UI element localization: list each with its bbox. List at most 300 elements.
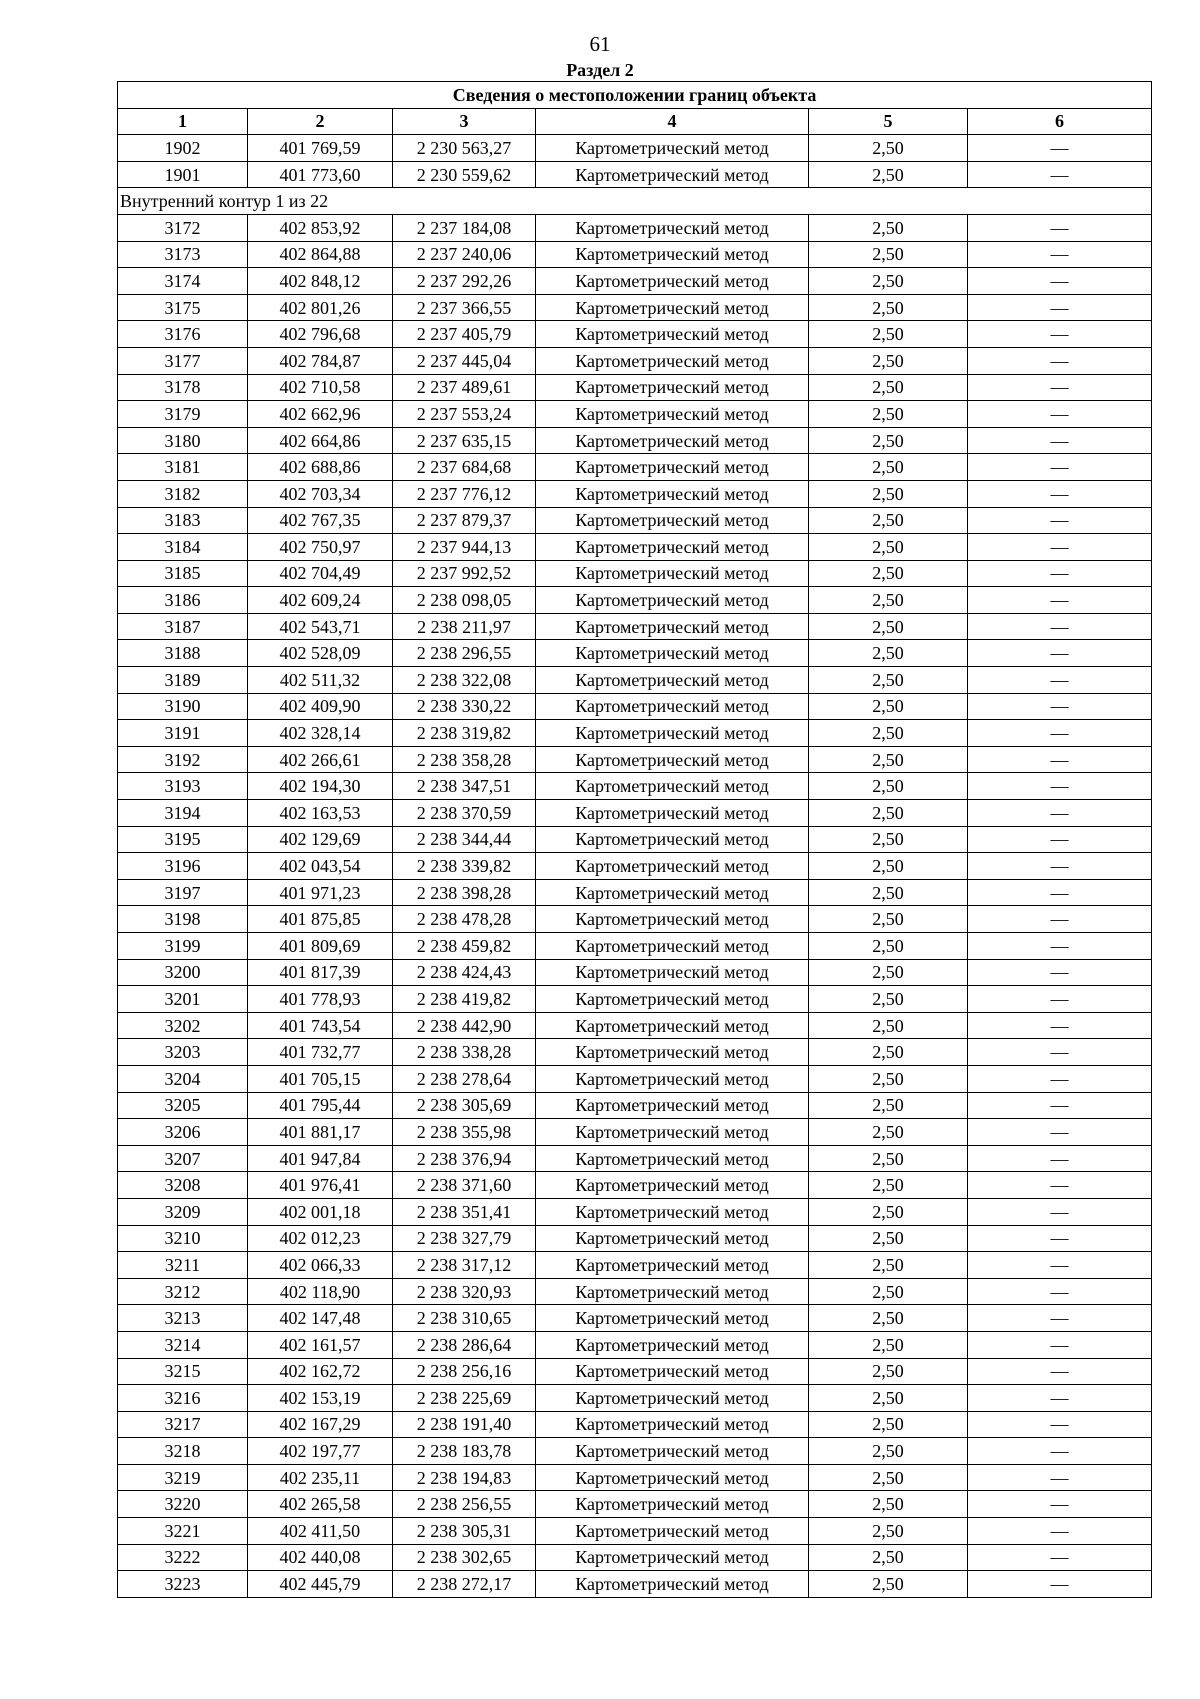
y-coordinate-cell: 2 237 879,37 (393, 507, 536, 534)
x-coordinate-cell: 401 881,17 (248, 1119, 393, 1146)
y-coordinate-cell: 2 238 296,55 (393, 640, 536, 667)
table-row (118, 1172, 1152, 1199)
description-cell: — (968, 214, 1152, 241)
point-number-cell: 3212 (118, 1278, 248, 1305)
method-cell: Картометрический метод (536, 454, 809, 481)
x-coordinate-cell: 402 848,12 (248, 268, 393, 295)
table-row (118, 480, 1152, 507)
accuracy-cell: 2,50 (809, 347, 968, 374)
description-cell: — (968, 1571, 1152, 1598)
y-coordinate-cell: 2 238 317,12 (393, 1252, 536, 1279)
table-row (118, 879, 1152, 906)
table-row (118, 906, 1152, 933)
x-coordinate-cell: 402 161,57 (248, 1331, 393, 1358)
accuracy-cell: 2,50 (809, 986, 968, 1013)
method-cell: Картометрический метод (536, 321, 809, 348)
x-coordinate-cell: 402 409,90 (248, 693, 393, 720)
point-number-cell: 3183 (118, 507, 248, 534)
y-coordinate-cell: 2 237 992,52 (393, 560, 536, 587)
point-number-cell: 3216 (118, 1385, 248, 1412)
description-cell: — (968, 560, 1152, 587)
x-coordinate-cell: 402 543,71 (248, 613, 393, 640)
point-number-cell: 3210 (118, 1225, 248, 1252)
x-coordinate-cell: 401 769,59 (248, 135, 393, 162)
point-number-cell: 3204 (118, 1065, 248, 1092)
method-cell: Картометрический метод (536, 1464, 809, 1491)
column-header: 5 (809, 108, 968, 135)
method-cell: Картометрический метод (536, 1331, 809, 1358)
point-number-cell: 3222 (118, 1544, 248, 1571)
table-row (118, 826, 1152, 853)
method-cell: Картометрический метод (536, 906, 809, 933)
description-cell: — (968, 1331, 1152, 1358)
accuracy-cell: 2,50 (809, 587, 968, 614)
description-cell: — (968, 480, 1152, 507)
x-coordinate-cell: 402 609,24 (248, 587, 393, 614)
column-header: 3 (393, 108, 536, 135)
x-coordinate-cell: 402 801,26 (248, 294, 393, 321)
method-cell: Картометрический метод (536, 1518, 809, 1545)
x-coordinate-cell: 402 750,97 (248, 534, 393, 561)
x-coordinate-cell: 402 167,29 (248, 1411, 393, 1438)
method-cell: Картометрический метод (536, 347, 809, 374)
y-coordinate-cell: 2 238 376,94 (393, 1145, 536, 1172)
description-cell: — (968, 268, 1152, 295)
description-cell: — (968, 347, 1152, 374)
y-coordinate-cell: 2 238 302,65 (393, 1544, 536, 1571)
method-cell: Картометрический метод (536, 1172, 809, 1199)
table-row (118, 1119, 1152, 1146)
point-number-cell: 3196 (118, 853, 248, 880)
accuracy-cell: 2,50 (809, 560, 968, 587)
method-cell: Картометрический метод (536, 161, 809, 188)
description-cell: — (968, 959, 1152, 986)
point-number-cell: 3206 (118, 1119, 248, 1146)
point-number-cell: 3192 (118, 746, 248, 773)
method-cell: Картометрический метод (536, 773, 809, 800)
table-row (118, 1464, 1152, 1491)
x-coordinate-cell: 402 440,08 (248, 1544, 393, 1571)
accuracy-cell: 2,50 (809, 826, 968, 853)
method-cell: Картометрический метод (536, 1225, 809, 1252)
method-cell: Картометрический метод (536, 268, 809, 295)
method-cell: Картометрический метод (536, 480, 809, 507)
x-coordinate-cell: 401 875,85 (248, 906, 393, 933)
y-coordinate-cell: 2 238 272,17 (393, 1571, 536, 1598)
description-cell: — (968, 1464, 1152, 1491)
accuracy-cell: 2,50 (809, 374, 968, 401)
y-coordinate-cell: 2 237 489,61 (393, 374, 536, 401)
x-coordinate-cell: 402 688,86 (248, 454, 393, 481)
x-coordinate-cell: 402 266,61 (248, 746, 393, 773)
x-coordinate-cell: 402 043,54 (248, 853, 393, 880)
x-coordinate-cell: 402 197,77 (248, 1438, 393, 1465)
x-coordinate-cell: 402 194,30 (248, 773, 393, 800)
accuracy-cell: 2,50 (809, 640, 968, 667)
method-cell: Картометрический метод (536, 1092, 809, 1119)
table-row (118, 1252, 1152, 1279)
x-coordinate-cell: 402 163,53 (248, 800, 393, 827)
point-number-cell: 3217 (118, 1411, 248, 1438)
y-coordinate-cell: 2 238 286,64 (393, 1331, 536, 1358)
method-cell: Картометрический метод (536, 135, 809, 162)
x-coordinate-cell: 402 784,87 (248, 347, 393, 374)
table-row (118, 853, 1152, 880)
contour-label: Внутренний контур 1 из 22 (118, 188, 1152, 215)
description-cell: — (968, 241, 1152, 268)
description-cell: — (968, 1491, 1152, 1518)
point-number-cell: 3208 (118, 1172, 248, 1199)
x-coordinate-cell: 402 328,14 (248, 720, 393, 747)
y-coordinate-cell: 2 237 366,55 (393, 294, 536, 321)
description-cell: — (968, 1544, 1152, 1571)
x-coordinate-cell: 402 853,92 (248, 214, 393, 241)
accuracy-cell: 2,50 (809, 879, 968, 906)
x-coordinate-cell: 402 704,49 (248, 560, 393, 587)
point-number-cell: 1901 (118, 161, 248, 188)
accuracy-cell: 2,50 (809, 401, 968, 428)
description-cell: — (968, 1358, 1152, 1385)
accuracy-cell: 2,50 (809, 773, 968, 800)
method-cell: Картометрический метод (536, 560, 809, 587)
point-number-cell: 3176 (118, 321, 248, 348)
point-number-cell: 3188 (118, 640, 248, 667)
method-cell: Картометрический метод (536, 1012, 809, 1039)
method-cell: Картометрический метод (536, 587, 809, 614)
x-coordinate-cell: 402 767,35 (248, 507, 393, 534)
accuracy-cell: 2,50 (809, 534, 968, 561)
table-row (118, 1278, 1152, 1305)
column-header: 6 (968, 108, 1152, 135)
method-cell: Картометрический метод (536, 613, 809, 640)
accuracy-cell: 2,50 (809, 1278, 968, 1305)
method-cell: Картометрический метод (536, 1385, 809, 1412)
x-coordinate-cell: 401 732,77 (248, 1039, 393, 1066)
y-coordinate-cell: 2 238 370,59 (393, 800, 536, 827)
y-coordinate-cell: 2 238 225,69 (393, 1385, 536, 1412)
description-cell: — (968, 826, 1152, 853)
point-number-cell: 3177 (118, 347, 248, 374)
accuracy-cell: 2,50 (809, 1358, 968, 1385)
method-cell: Картометрический метод (536, 1358, 809, 1385)
description-cell: — (968, 906, 1152, 933)
x-coordinate-cell: 401 809,69 (248, 933, 393, 960)
accuracy-cell: 2,50 (809, 1039, 968, 1066)
table-row (118, 560, 1152, 587)
x-coordinate-cell: 401 705,15 (248, 1065, 393, 1092)
table-row (118, 347, 1152, 374)
table-body (118, 82, 1152, 1598)
table-row (118, 161, 1152, 188)
accuracy-cell: 2,50 (809, 480, 968, 507)
x-coordinate-cell: 402 511,32 (248, 667, 393, 694)
description-cell: — (968, 1518, 1152, 1545)
x-coordinate-cell: 402 162,72 (248, 1358, 393, 1385)
table-row (118, 1438, 1152, 1465)
method-cell: Картометрический метод (536, 879, 809, 906)
method-cell: Картометрический метод (536, 746, 809, 773)
method-cell: Картометрический метод (536, 1491, 809, 1518)
y-coordinate-cell: 2 238 351,41 (393, 1198, 536, 1225)
y-coordinate-cell: 2 237 776,12 (393, 480, 536, 507)
y-coordinate-cell: 2 238 278,64 (393, 1065, 536, 1092)
accuracy-cell: 2,50 (809, 1065, 968, 1092)
description-cell: — (968, 746, 1152, 773)
table-row (118, 1305, 1152, 1332)
boundary-coordinates-table (117, 81, 1152, 1598)
accuracy-cell: 2,50 (809, 933, 968, 960)
accuracy-cell: 2,50 (809, 720, 968, 747)
point-number-cell: 3207 (118, 1145, 248, 1172)
table-row (118, 1039, 1152, 1066)
description-cell: — (968, 613, 1152, 640)
description-cell: — (968, 587, 1152, 614)
table-row (118, 986, 1152, 1013)
accuracy-cell: 2,50 (809, 1012, 968, 1039)
point-number-cell: 3189 (118, 667, 248, 694)
point-number-cell: 3197 (118, 879, 248, 906)
accuracy-cell: 2,50 (809, 667, 968, 694)
method-cell: Картометрический метод (536, 667, 809, 694)
y-coordinate-cell: 2 238 256,16 (393, 1358, 536, 1385)
description-cell: — (968, 1198, 1152, 1225)
table-row (118, 1411, 1152, 1438)
table-caption-row (118, 82, 1152, 109)
y-coordinate-cell: 2 238 344,44 (393, 826, 536, 853)
table-row (118, 1491, 1152, 1518)
accuracy-cell: 2,50 (809, 454, 968, 481)
table-row (118, 959, 1152, 986)
x-coordinate-cell: 402 129,69 (248, 826, 393, 853)
accuracy-cell: 2,50 (809, 1518, 968, 1545)
accuracy-cell: 2,50 (809, 1438, 968, 1465)
x-coordinate-cell: 402 001,18 (248, 1198, 393, 1225)
accuracy-cell: 2,50 (809, 1544, 968, 1571)
description-cell: — (968, 294, 1152, 321)
method-cell: Картометрический метод (536, 1145, 809, 1172)
x-coordinate-cell: 402 864,88 (248, 241, 393, 268)
x-coordinate-cell: 401 971,23 (248, 879, 393, 906)
table-row (118, 667, 1152, 694)
description-cell: — (968, 1438, 1152, 1465)
table-row (118, 720, 1152, 747)
point-number-cell: 3214 (118, 1331, 248, 1358)
point-number-cell: 3178 (118, 374, 248, 401)
point-number-cell: 3173 (118, 241, 248, 268)
point-number-cell: 3215 (118, 1358, 248, 1385)
table-row (118, 773, 1152, 800)
accuracy-cell: 2,50 (809, 1145, 968, 1172)
y-coordinate-cell: 2 237 553,24 (393, 401, 536, 428)
accuracy-cell: 2,50 (809, 1464, 968, 1491)
x-coordinate-cell: 402 411,50 (248, 1518, 393, 1545)
point-number-cell: 3203 (118, 1039, 248, 1066)
y-coordinate-cell: 2 238 424,43 (393, 959, 536, 986)
table-row (118, 613, 1152, 640)
method-cell: Картометрический метод (536, 853, 809, 880)
method-cell: Картометрический метод (536, 534, 809, 561)
method-cell: Картометрический метод (536, 1438, 809, 1465)
section-title: Раздел 2 (566, 60, 634, 80)
y-coordinate-cell: 2 238 194,83 (393, 1464, 536, 1491)
method-cell: Картометрический метод (536, 1571, 809, 1598)
y-coordinate-cell: 2 238 319,82 (393, 720, 536, 747)
description-cell: — (968, 1039, 1152, 1066)
y-coordinate-cell: 2 238 320,93 (393, 1278, 536, 1305)
accuracy-cell: 2,50 (809, 1491, 968, 1518)
accuracy-cell: 2,50 (809, 959, 968, 986)
method-cell: Картометрический метод (536, 507, 809, 534)
table-row (118, 587, 1152, 614)
y-coordinate-cell: 2 238 339,82 (393, 853, 536, 880)
x-coordinate-cell: 402 662,96 (248, 401, 393, 428)
accuracy-cell: 2,50 (809, 135, 968, 162)
point-number-cell: 3202 (118, 1012, 248, 1039)
y-coordinate-cell: 2 237 944,13 (393, 534, 536, 561)
point-number-cell: 3180 (118, 427, 248, 454)
y-coordinate-cell: 2 238 398,28 (393, 879, 536, 906)
accuracy-cell: 2,50 (809, 1252, 968, 1279)
y-coordinate-cell: 2 238 358,28 (393, 746, 536, 773)
point-number-cell: 3172 (118, 214, 248, 241)
table-row (118, 534, 1152, 561)
accuracy-cell: 2,50 (809, 427, 968, 454)
y-coordinate-cell: 2 237 184,08 (393, 214, 536, 241)
description-cell: — (968, 534, 1152, 561)
y-coordinate-cell: 2 238 183,78 (393, 1438, 536, 1465)
point-number-cell: 3199 (118, 933, 248, 960)
table-row (118, 1198, 1152, 1225)
method-cell: Картометрический метод (536, 294, 809, 321)
x-coordinate-cell: 402 012,23 (248, 1225, 393, 1252)
accuracy-cell: 2,50 (809, 507, 968, 534)
description-cell: — (968, 135, 1152, 162)
x-coordinate-cell: 401 817,39 (248, 959, 393, 986)
description-cell: — (968, 720, 1152, 747)
y-coordinate-cell: 2 237 684,68 (393, 454, 536, 481)
y-coordinate-cell: 2 237 292,26 (393, 268, 536, 295)
table-row (118, 1385, 1152, 1412)
y-coordinate-cell: 2 238 305,69 (393, 1092, 536, 1119)
y-coordinate-cell: 2 238 371,60 (393, 1172, 536, 1199)
description-cell: — (968, 161, 1152, 188)
method-cell: Картометрический метод (536, 693, 809, 720)
y-coordinate-cell: 2 238 211,97 (393, 613, 536, 640)
accuracy-cell: 2,50 (809, 613, 968, 640)
point-number-cell: 3190 (118, 693, 248, 720)
point-number-cell: 3218 (118, 1438, 248, 1465)
accuracy-cell: 2,50 (809, 1305, 968, 1332)
table-row (118, 693, 1152, 720)
method-cell: Картометрический метод (536, 214, 809, 241)
x-coordinate-cell: 402 265,58 (248, 1491, 393, 1518)
point-number-cell: 1902 (118, 135, 248, 162)
accuracy-cell: 2,50 (809, 1385, 968, 1412)
x-coordinate-cell: 401 947,84 (248, 1145, 393, 1172)
point-number-cell: 3198 (118, 906, 248, 933)
table-row (118, 1358, 1152, 1385)
table-row (118, 135, 1152, 162)
description-cell: — (968, 507, 1152, 534)
x-coordinate-cell: 402 153,19 (248, 1385, 393, 1412)
y-coordinate-cell: 2 238 419,82 (393, 986, 536, 1013)
point-number-cell: 3175 (118, 294, 248, 321)
y-coordinate-cell: 2 238 355,98 (393, 1119, 536, 1146)
y-coordinate-cell: 2 238 330,22 (393, 693, 536, 720)
description-cell: — (968, 986, 1152, 1013)
accuracy-cell: 2,50 (809, 214, 968, 241)
point-number-cell: 3194 (118, 800, 248, 827)
table-row (118, 374, 1152, 401)
point-number-cell: 3191 (118, 720, 248, 747)
accuracy-cell: 2,50 (809, 746, 968, 773)
table-row (118, 507, 1152, 534)
description-cell: — (968, 1385, 1152, 1412)
y-coordinate-cell: 2 230 563,27 (393, 135, 536, 162)
method-cell: Картометрический метод (536, 800, 809, 827)
method-cell: Картометрический метод (536, 374, 809, 401)
table-row (118, 294, 1152, 321)
method-cell: Картометрический метод (536, 959, 809, 986)
table-row (118, 454, 1152, 481)
point-number-cell: 3205 (118, 1092, 248, 1119)
y-coordinate-cell: 2 237 405,79 (393, 321, 536, 348)
column-header: 2 (248, 108, 393, 135)
column-header: 1 (118, 108, 248, 135)
x-coordinate-cell: 402 664,86 (248, 427, 393, 454)
accuracy-cell: 2,50 (809, 321, 968, 348)
x-coordinate-cell: 401 743,54 (248, 1012, 393, 1039)
method-cell: Картометрический метод (536, 720, 809, 747)
table-row (118, 427, 1152, 454)
point-number-cell: 3219 (118, 1464, 248, 1491)
point-number-cell: 3211 (118, 1252, 248, 1279)
table-row (118, 933, 1152, 960)
table-row (118, 746, 1152, 773)
accuracy-cell: 2,50 (809, 268, 968, 295)
y-coordinate-cell: 2 238 098,05 (393, 587, 536, 614)
point-number-cell: 3187 (118, 613, 248, 640)
accuracy-cell: 2,50 (809, 1092, 968, 1119)
method-cell: Картометрический метод (536, 427, 809, 454)
method-cell: Картометрический метод (536, 401, 809, 428)
table-row (118, 800, 1152, 827)
y-coordinate-cell: 2 238 310,65 (393, 1305, 536, 1332)
y-coordinate-cell: 2 238 256,55 (393, 1491, 536, 1518)
table-row (118, 1092, 1152, 1119)
point-number-cell: 3185 (118, 560, 248, 587)
description-cell: — (968, 1278, 1152, 1305)
description-cell: — (968, 321, 1152, 348)
method-cell: Картометрический метод (536, 1305, 809, 1332)
table-row (118, 1331, 1152, 1358)
description-cell: — (968, 1119, 1152, 1146)
method-cell: Картометрический метод (536, 1544, 809, 1571)
x-coordinate-cell: 402 235,11 (248, 1464, 393, 1491)
x-coordinate-cell: 401 773,60 (248, 161, 393, 188)
accuracy-cell: 2,50 (809, 1172, 968, 1199)
description-cell: — (968, 1145, 1152, 1172)
accuracy-cell: 2,50 (809, 1119, 968, 1146)
method-cell: Картометрический метод (536, 1411, 809, 1438)
point-number-cell: 3213 (118, 1305, 248, 1332)
point-number-cell: 3209 (118, 1198, 248, 1225)
description-cell: — (968, 800, 1152, 827)
y-coordinate-cell: 2 237 240,06 (393, 241, 536, 268)
method-cell: Картометрический метод (536, 933, 809, 960)
description-cell: — (968, 640, 1152, 667)
point-number-cell: 3200 (118, 959, 248, 986)
